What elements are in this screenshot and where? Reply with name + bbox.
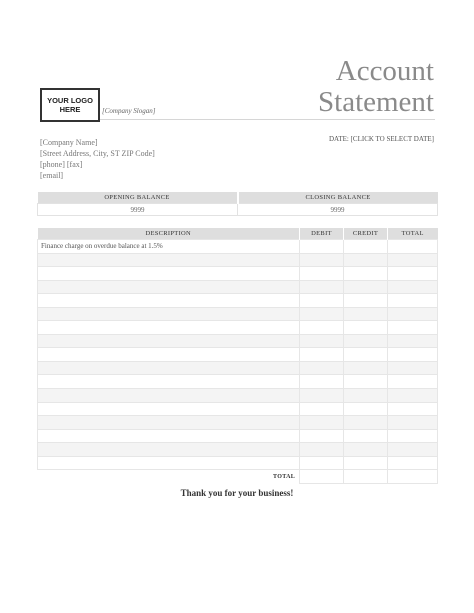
debit-cell[interactable] [300, 307, 344, 321]
table-row [38, 240, 438, 254]
document-title [318, 56, 434, 118]
table-row [38, 253, 438, 267]
grand-total-cell[interactable] [388, 470, 438, 484]
credit-cell[interactable] [344, 402, 388, 416]
total-cell[interactable] [388, 280, 438, 294]
total-cell[interactable] [388, 240, 438, 254]
credit-cell[interactable] [344, 307, 388, 321]
phone-fax-field[interactable]: [phone] [fax] [40, 160, 83, 169]
credit-cell[interactable] [344, 253, 388, 267]
credit-cell[interactable] [344, 375, 388, 389]
description-cell[interactable] [38, 280, 300, 294]
credit-cell[interactable] [344, 429, 388, 443]
description-cell[interactable] [38, 456, 300, 470]
description-cell[interactable] [38, 294, 300, 308]
credit-cell[interactable] [344, 334, 388, 348]
total-header: TOTAL [388, 228, 438, 240]
table-row [38, 334, 438, 348]
credit-header: CREDIT [344, 228, 388, 240]
debit-cell[interactable] [300, 416, 344, 430]
total-cell[interactable] [388, 307, 438, 321]
items-header-row [38, 228, 438, 240]
date-picker-field[interactable]: DATE: [CLICK TO SELECT DATE] [329, 135, 434, 143]
description-cell[interactable]: Finance charge on overdue balance at 1.5% [38, 240, 300, 254]
description-cell[interactable] [38, 416, 300, 430]
closing-balance-value[interactable]: 9999 [238, 204, 438, 216]
debit-cell[interactable] [300, 443, 344, 457]
debit-cell[interactable] [300, 361, 344, 375]
credit-cell[interactable] [344, 240, 388, 254]
total-credit-cell[interactable] [344, 470, 388, 484]
company-logo-placeholder[interactable]: YOUR LOGO HERE [40, 88, 100, 122]
table-row [38, 267, 438, 281]
debit-cell[interactable] [300, 294, 344, 308]
debit-cell[interactable] [300, 253, 344, 267]
debit-cell[interactable] [300, 375, 344, 389]
credit-cell[interactable] [344, 267, 388, 281]
total-cell[interactable] [388, 253, 438, 267]
credit-cell[interactable] [344, 348, 388, 362]
total-cell[interactable] [388, 456, 438, 470]
closing-balance-header: CLOSING BALANCE [238, 192, 438, 204]
company-name-field[interactable]: [Company Name] [40, 138, 98, 147]
total-label: TOTAL [273, 474, 295, 481]
debit-cell[interactable] [300, 267, 344, 281]
description-cell[interactable] [38, 443, 300, 457]
balance-table [37, 192, 438, 216]
debit-cell[interactable] [300, 240, 344, 254]
description-cell[interactable] [38, 402, 300, 416]
total-cell[interactable] [388, 389, 438, 403]
title-line-statement: Statement [318, 86, 434, 118]
total-cell[interactable] [388, 294, 438, 308]
credit-cell[interactable] [344, 389, 388, 403]
total-cell[interactable] [388, 402, 438, 416]
description-cell[interactable] [38, 334, 300, 348]
total-cell[interactable] [388, 334, 438, 348]
table-row [38, 416, 438, 430]
description-cell[interactable] [38, 375, 300, 389]
credit-cell[interactable] [344, 361, 388, 375]
total-cell[interactable] [388, 443, 438, 457]
credit-cell[interactable] [344, 321, 388, 335]
debit-cell[interactable] [300, 280, 344, 294]
opening-balance-header: OPENING BALANCE [38, 192, 238, 204]
description-cell[interactable] [38, 389, 300, 403]
credit-cell[interactable] [344, 280, 388, 294]
description-cell[interactable] [38, 348, 300, 362]
description-cell[interactable] [38, 361, 300, 375]
description-header: DESCRIPTION [38, 228, 300, 240]
table-row [38, 348, 438, 362]
company-slogan[interactable]: [Company Slogan] [102, 107, 156, 115]
description-cell[interactable] [38, 429, 300, 443]
title-line-account: Account [335, 55, 434, 87]
description-cell[interactable] [38, 321, 300, 335]
credit-cell[interactable] [344, 416, 388, 430]
header-divider [100, 119, 435, 120]
credit-cell[interactable] [344, 443, 388, 457]
table-row [38, 307, 438, 321]
table-row [38, 280, 438, 294]
debit-cell[interactable] [300, 334, 344, 348]
opening-balance-value[interactable]: 9999 [38, 204, 238, 216]
company-address-block [40, 137, 155, 181]
description-cell[interactable] [38, 307, 300, 321]
email-field[interactable]: [email] [40, 171, 64, 180]
debit-cell[interactable] [300, 321, 344, 335]
table-row [38, 443, 438, 457]
total-row [38, 470, 438, 484]
table-row [38, 375, 438, 389]
total-cell[interactable] [388, 321, 438, 335]
credit-cell[interactable] [344, 294, 388, 308]
table-row [38, 389, 438, 403]
credit-cell[interactable] [344, 456, 388, 470]
debit-cell[interactable] [300, 429, 344, 443]
debit-cell[interactable] [300, 348, 344, 362]
debit-cell[interactable] [300, 456, 344, 470]
total-debit-cell[interactable] [300, 470, 344, 484]
thank-you-message: Thank you for your business! [180, 488, 294, 498]
table-row [38, 361, 438, 375]
table-row [38, 429, 438, 443]
debit-header: DEBIT [300, 228, 344, 240]
table-row [38, 456, 438, 470]
total-cell[interactable] [388, 416, 438, 430]
total-cell[interactable] [388, 361, 438, 375]
table-row [38, 321, 438, 335]
street-address-field[interactable]: [Street Address, City, ST ZIP Code] [40, 149, 155, 158]
total-cell[interactable] [388, 375, 438, 389]
total-cell[interactable] [388, 348, 438, 362]
table-row [38, 402, 438, 416]
debit-cell[interactable] [300, 402, 344, 416]
line-items-table [37, 228, 438, 484]
total-cell[interactable] [388, 429, 438, 443]
debit-cell[interactable] [300, 389, 344, 403]
total-cell[interactable] [388, 267, 438, 281]
description-cell[interactable] [38, 253, 300, 267]
table-row [38, 294, 438, 308]
description-cell[interactable] [38, 267, 300, 281]
